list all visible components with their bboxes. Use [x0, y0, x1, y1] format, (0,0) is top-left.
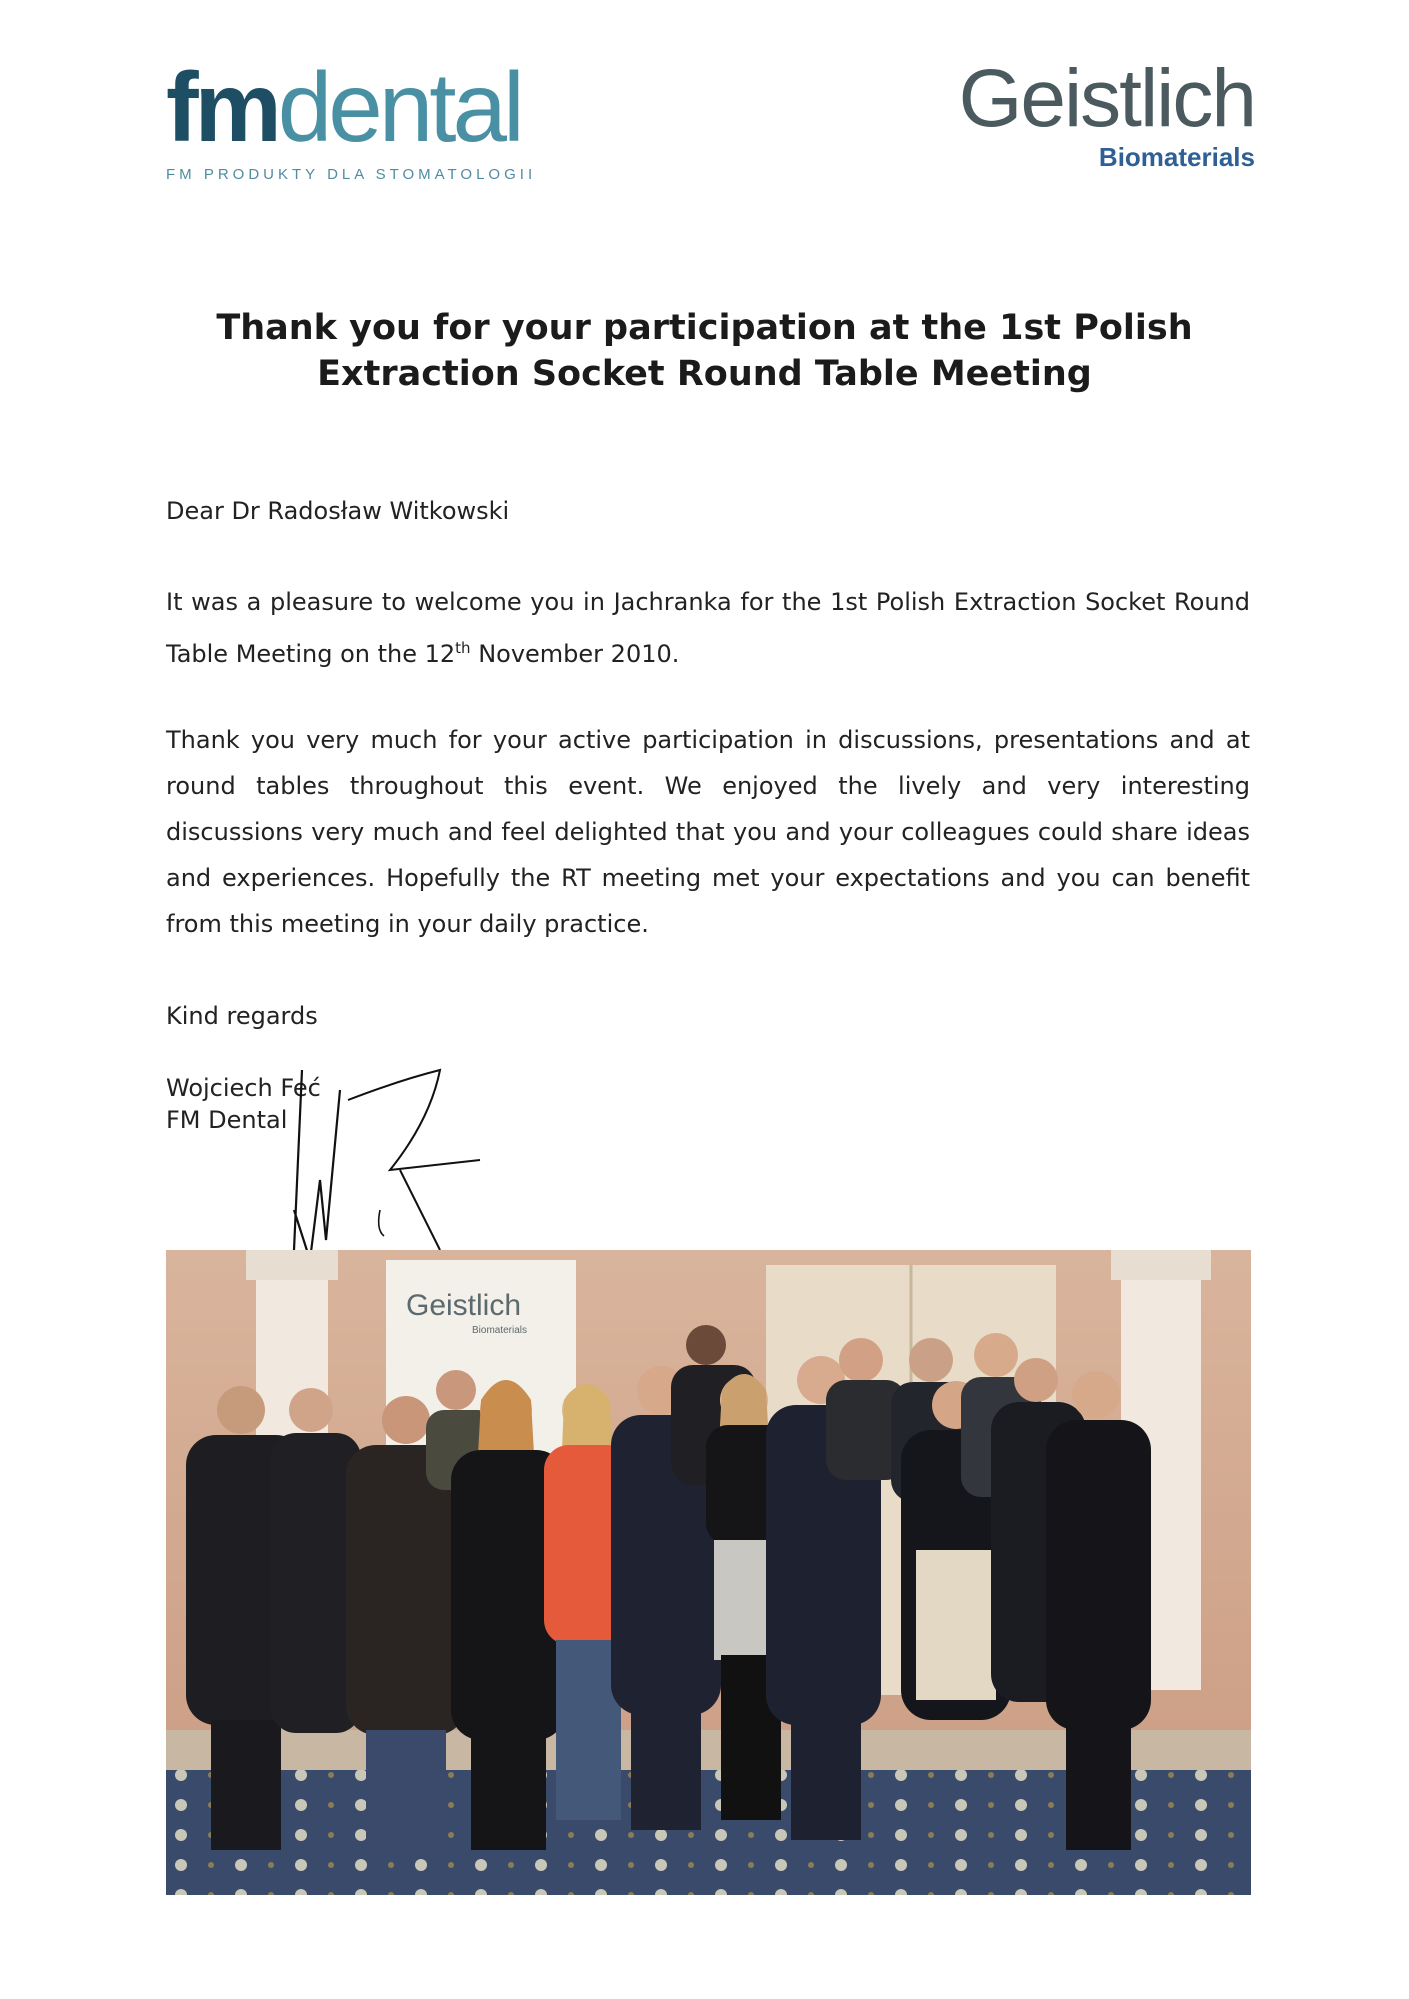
handwritten-signature: [280, 1060, 520, 1260]
signer-name: Wojciech Feć: [166, 1074, 321, 1102]
paragraph-thanks: Thank you very much for your active participation in discussions, presentations and at round tables throughout this event. We enjoyed the lively and very interesting discussions very much and feel delighted that you and your colleagues could share ideas and experiences. Hopefully the RT meeting met your expectations and you can benefit from this meeting in your daily practice.: [166, 726, 1250, 938]
geistlich-biomaterials: Biomaterials: [1098, 142, 1255, 172]
paragraph-welcome: It was a pleasure to welcome you in Jachranka for the 1st Polish Extraction Socket Round Table Meeting on the 12th November 2010.: [166, 588, 1250, 668]
letter-title: Thank you for your participation at the 1st Polish Extraction Socket Round Table Meeting: [216, 308, 1193, 394]
photo-banner-brand: Geistlich: [406, 1289, 522, 1322]
fm-dental-tagline: FM PRODUKTY DLA STOMATOLOGII: [166, 166, 537, 183]
photo-banner-sub: Biomaterials: [472, 1325, 528, 1336]
group-photo-illustration: [166, 1250, 1251, 1895]
closing: Kind regards: [166, 1002, 318, 1030]
geistlich-wordmark: Geistlich: [958, 53, 1255, 144]
geistlich-logo: [958, 53, 1255, 173]
salutation: Dear Dr Radosław Witkowski: [166, 497, 510, 525]
fm-dental-wordmark: fmdental: [166, 52, 521, 162]
group-photo: [166, 1250, 1251, 1895]
fm-dental-logo: [166, 52, 566, 183]
signer-company: FM Dental: [166, 1106, 288, 1134]
